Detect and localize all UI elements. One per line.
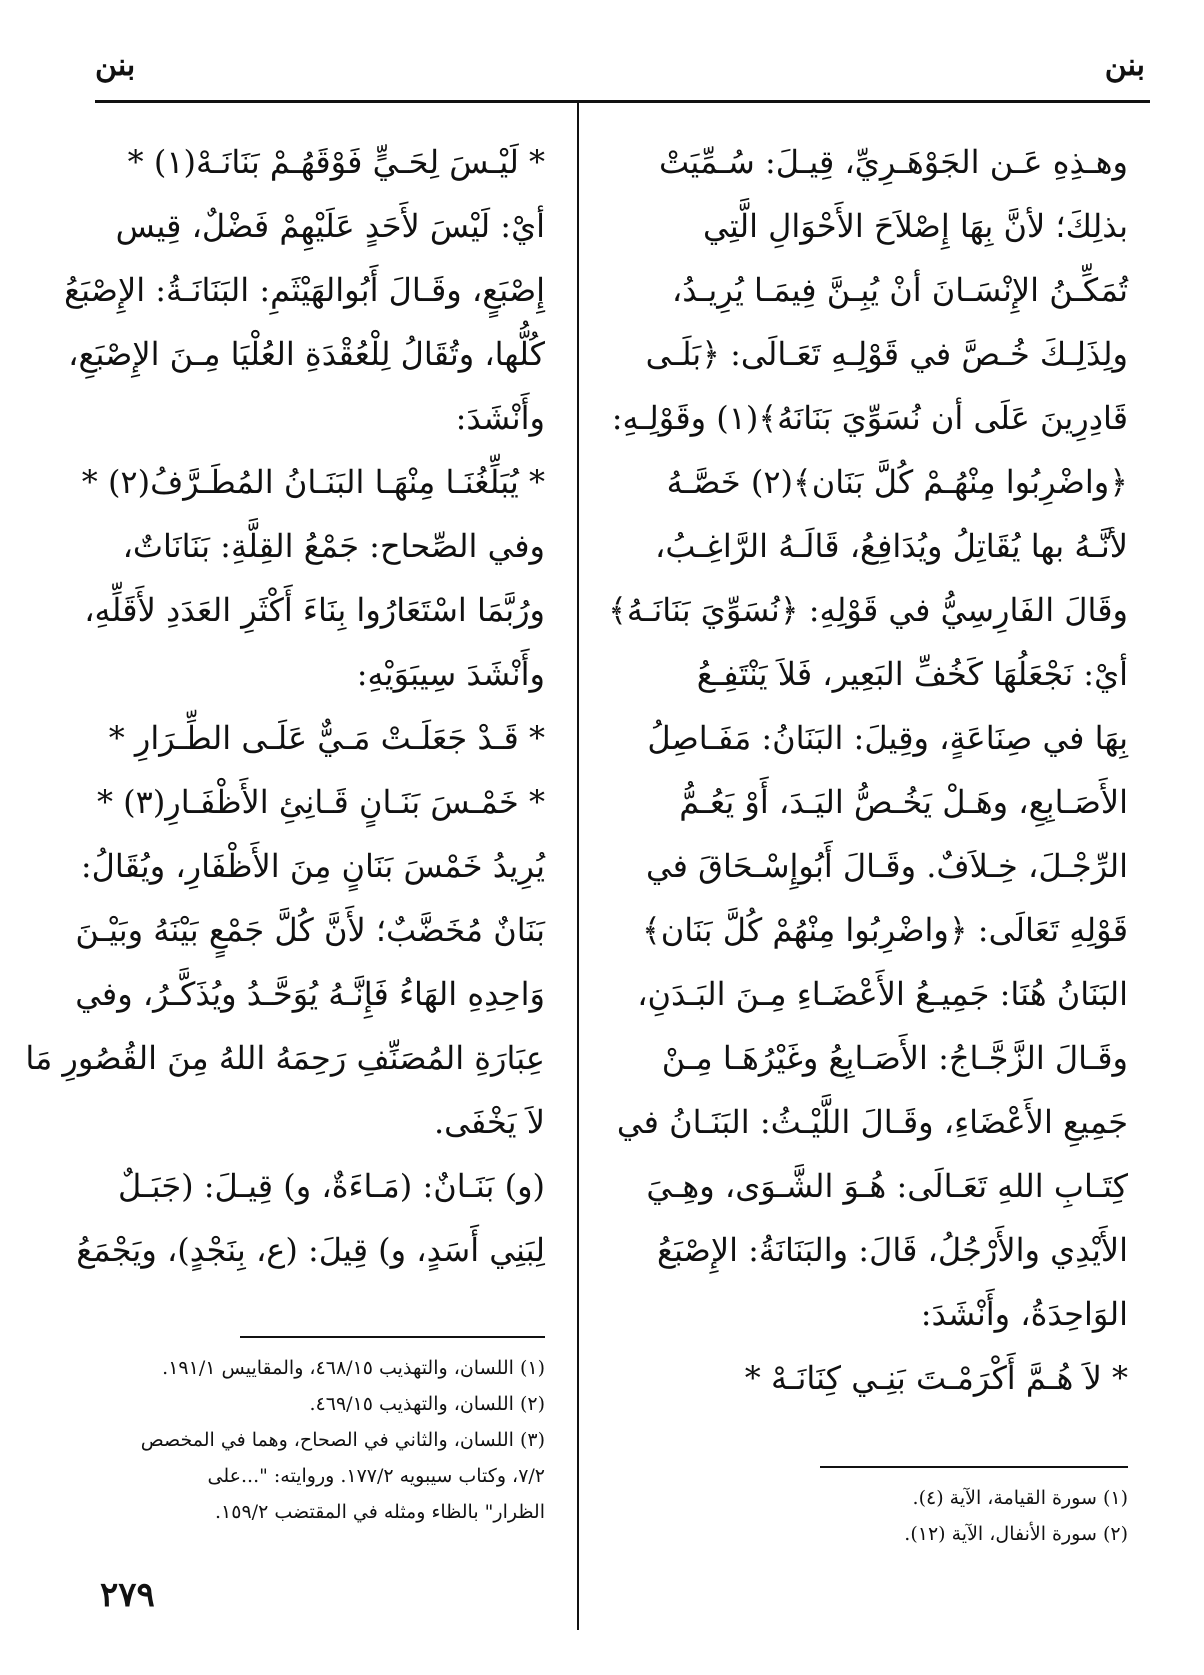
text-line: البَنَانُ هُنَا: جَمِيـعُ الأَعْضَـاءِ مِـنَ البَـدَنِ، [637,975,1128,1013]
page-number: ٢٧٩ [100,1575,155,1615]
text-line: * يُبَلِّغُنَـا مِنْهَـا البَنَـانُ المُطَـرَّفُ(٢) * [81,463,545,501]
text-line: الوَاحِدَةُ، وأَنْشَدَ: [920,1295,1128,1333]
text-line: ولِذَلِـكَ خُـصَّ في قَوْلِـهِ تَعَـالَى: ﴿بَلَـى [645,335,1128,373]
left-text-column [25,130,545,1282]
footnote-line: (١) اللسان، والتهذيب ٤٦٨/١٥، والمقاييس ١٩١/١. [162,1357,545,1379]
text-line: قَادِرِينَ عَلَى أن نُسَوِّيَ بَنَانَهُ﴾(١) وقَوْلِـهِ: [611,399,1128,437]
text-line: الأَصَـابِعِ، وهَـلْ يَخُـصُّ اليَـدَ، أَوْ يَعُـمُّ [679,783,1128,821]
text-line: (و) بَنَـانٌ: (مَـاءَةٌ، و) قِيـلَ: (جَبَـلٌ [118,1167,545,1205]
text-line: بَنَانٌ مُخَضَّبٌ؛ لأَنَّ كُلَّ جَمْعٍ بَيْنَهُ وبَيْـنَ [75,911,545,949]
text-line: لأنَّـهُ بها يُقَاتِلُ ويُدَافِعُ، قَالَـهُ الرَّاغِـبُ، [654,527,1128,565]
footnote-line: (١) سورة القيامة، الآية (٤). [912,1487,1128,1509]
text-line: كُلُّها، وتُقَالُ لِلْعُقْدَةِ العُلْيَا مِـنَ الإِصْبَعِ، [68,335,545,373]
text-line: تُمَكِّـنُ الإِنْسَـانَ أنْ يُبِـنَّ فِيمَـا يُرِيـدُ، [671,271,1128,309]
text-line: وقَـالَ الزَّجَّـاجُ: الأَصَـابِعُ وغَيْرُهَـا مِـنْ [661,1039,1128,1077]
text-line: ورُبَّمَا اسْتَعَارُوا بِنَاءَ أَكْثَرِ العَدَدِ لأَقَلِّهِ، [84,591,545,629]
text-line: الأَيْدِي والأَرْجُلُ، قَالَ: والبَنَانَةُ: الإِصْبَعُ [656,1231,1128,1269]
text-line: يُرِيدُ خَمْسَ بَنَانٍ مِنَ الأَظْفَارِ، ويُقَالُ: [80,847,545,885]
right-footnotes [618,1480,1128,1552]
text-line: بِهَا في صِنَاعَةٍ، وقِيلَ: البَنَانُ: مَفَـاصِلُ [647,719,1128,757]
column-divider [577,100,579,1630]
text-line: الرِّجْـلَ، خِـلاَفٌ. وقَـالَ أَبُوإِسْـحَاقَ في [645,847,1128,885]
text-line: قَوْلِهِ تَعَالَى: ﴿واضْرِبُوا مِنْهُمْ كُلَّ بَنَان﴾ [641,911,1128,949]
header-rule [95,100,1150,103]
text-line: * خَمْـسَ بَنَـانٍ قَـانِئِ الأَظْفَـارِ(٣) * [96,783,545,821]
footnote-rule-left [240,1336,545,1338]
running-head-left: بنن [95,48,136,83]
footnote-rule-right [820,1466,1128,1468]
footnote-line: (٢) اللسان، والتهذيب ٤٦٩/١٥. [309,1393,545,1415]
footnote-line: ٧/٢، وكتاب سيبويه ١٧٧/٢. وروايته: "...على [207,1465,545,1487]
text-line: وأَنْشَدَ سِيبَوَيْهِ: [356,655,545,693]
left-footnotes [85,1350,545,1530]
running-head-right: بنن [1104,48,1145,83]
footnote-line: (٢) سورة الأنفال، الآية (١٢). [904,1523,1128,1545]
text-line: وهـذِهِ عَـن الجَوْهَـرِيِّ، قِيـلَ: سُـمِّيَتْ [659,143,1128,181]
text-line: لاَ يَخْفَى. [433,1103,545,1141]
footnote-line: (٣) اللسان، والثاني في الصحاح، وهما في المخصص [140,1429,545,1451]
text-line: * لاَ هُـمَّ أَكْرَمْـتَ بَنِـي كِنَانَـهْ * [744,1359,1128,1397]
right-text-column [608,130,1128,1410]
text-line: * لَيْـسَ لِحَـيٍّ فَوْقَهُـمْ بَنَانَـهْ(١) * [127,143,545,181]
text-line: وقَالَ الفَارِسِيُّ في قَوْلِهِ: ﴿نُسَوِّيَ بَنَانَـهُ﴾ [608,591,1128,629]
footnote-line: الظرار" بالظاء ومثله في المقتضب ١٥٩/٢. [215,1501,545,1523]
text-line: أيْ: لَيْسَ لأَحَدٍ عَلَيْهِمْ فَضْلٌ، قِيس [115,207,545,245]
text-line: ﴿واضْرِبُوا مِنْهُـمْ كُلَّ بَنَان﴾(٢) خَصَّـهُ [666,463,1128,501]
text-line: لِبَنِي أَسَدٍ، و) قِيلَ: (ع، بِنَجْدٍ)، ويَجْمَعُ [76,1231,545,1269]
text-line: أيْ: نَجْعَلُهَا كَخُفِّ البَعِير، فَلاَ يَنْتَفِـعُ [696,655,1128,693]
text-line: وأَنْشَدَ: [455,399,545,437]
text-line: وفي الصِّحاح: جَمْعُ القِلَّةِ: بَنَانَاتٌ، [122,527,545,565]
text-line: بذلِكَ؛ لأنَّ بِهَا إِصْلاَحَ الأَحْوَالِ الَّتِي [703,207,1128,245]
text-line: * قَـدْ جَعَلَـتْ مَـيٌّ عَلَـى الطِّـرَارِ * [108,719,545,757]
text-line: وَاحِدِهِ الهَاءُ فَإِنَّـهُ يُوَحَّـدُ ويُذَكَّـرُ، وفي [75,975,545,1013]
text-line: جَمِيعِ الأَعْضَاءِ، وقَـالَ اللَّيْـثُ: البَنَـانُ في [616,1103,1128,1141]
text-line: إِصْبَعٍ، وقَـالَ أَبُوالهَيْثَمِ: البَنَانَـةُ: الإِصْبَعُ [64,271,545,309]
text-line: كِتَـابِ اللهِ تَعَـالَى: هُـوَ الشَّـوَى، وهِـيَ [646,1167,1128,1205]
text-line: عِبَارَةِ المُصَنِّفِ رَحِمَهُ اللهُ مِنَ القُصُورِ مَا [25,1039,545,1077]
